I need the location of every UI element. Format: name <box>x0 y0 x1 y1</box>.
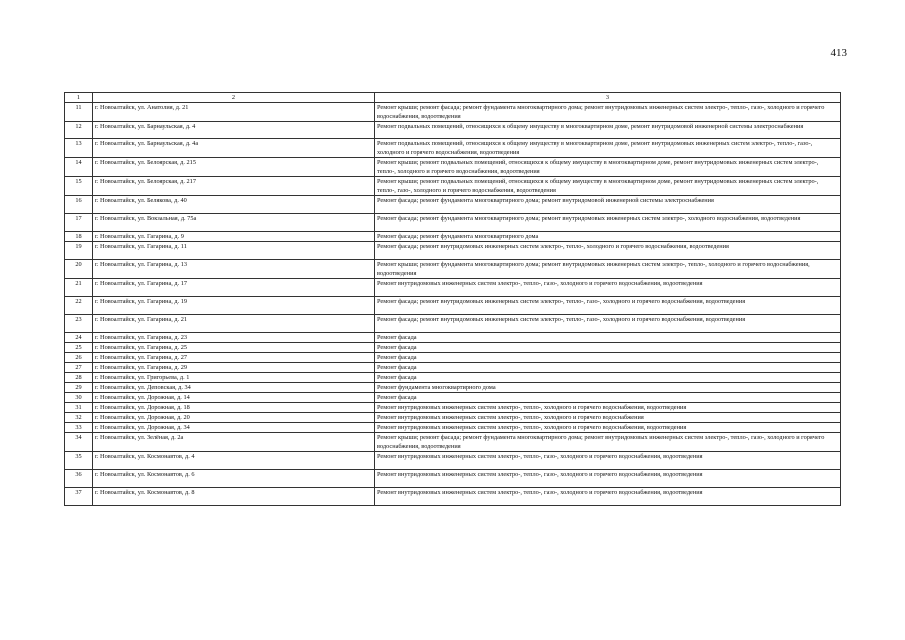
row-number-cell: 12 <box>65 122 93 139</box>
works-cell: Ремонт фасада <box>375 333 841 343</box>
row-number-cell: 32 <box>65 413 93 423</box>
table-row <box>65 139 841 158</box>
table-row <box>65 297 841 315</box>
table-row <box>65 373 841 383</box>
row-number-cell: 25 <box>65 343 93 353</box>
row-number-cell: 36 <box>65 470 93 488</box>
table-row <box>65 343 841 353</box>
table-header-row <box>65 93 841 103</box>
header-cell-3: 3 <box>375 93 841 103</box>
works-cell: Ремонт фасада <box>375 393 841 403</box>
table-row <box>65 383 841 393</box>
works-cell: Ремонт крыши; ремонт фасада; ремонт фундамента многоквартирного дома; ремонт внутридомовых инженерных систем электро-, тепло-, газо-, холодного и горячего водоснабжения, водоотведения <box>375 103 841 122</box>
address-cell: г. Новоалтайск, ул. Космонавтов, д. 6 <box>93 470 375 488</box>
row-number-cell: 22 <box>65 297 93 315</box>
row-number-cell: 23 <box>65 315 93 333</box>
address-cell: г. Новоалтайск, ул. Гагарина, д. 11 <box>93 242 375 260</box>
address-cell: г. Новоалтайск, ул. Григорьева, д. 1 <box>93 373 375 383</box>
address-cell: г. Новоалтайск, ул. Дорожная, д. 18 <box>93 403 375 413</box>
works-table <box>64 92 841 506</box>
row-number-cell: 19 <box>65 242 93 260</box>
row-number-cell: 13 <box>65 139 93 158</box>
works-cell: Ремонт внутридомовых инженерных систем электро-, тепло-, холодного и горячего водоснабжения <box>375 413 841 423</box>
table-row <box>65 488 841 506</box>
row-number-cell: 30 <box>65 393 93 403</box>
header-cell-1: 1 <box>65 93 93 103</box>
works-cell: Ремонт крыши; ремонт подвальных помещений, относящихся к общему имуществу в многоквартирном доме, ремонт внутридомовых инженерных систем электро-, тепло-, газо-, холодного и горячего водоснабжения, водоотведения <box>375 177 841 196</box>
table-row <box>65 353 841 363</box>
address-cell: г. Новоалтайск, ул. Барнаульская, д. 4 <box>93 122 375 139</box>
address-cell: г. Новоалтайск, ул. Зелёная, д. 2а <box>93 433 375 452</box>
row-number-cell: 18 <box>65 232 93 242</box>
works-cell: Ремонт фасада; ремонт фундамента многоквартирного дома; ремонт внутридомовой инженерной системы электроснабжения <box>375 196 841 214</box>
table-row <box>65 232 841 242</box>
row-number-cell: 20 <box>65 260 93 279</box>
address-cell: г. Новоалтайск, ул. Белякова, д. 40 <box>93 196 375 214</box>
address-cell: г. Новоалтайск, ул. Белоярская, д. 215 <box>93 158 375 177</box>
works-cell: Ремонт подвальных помещений, относящихся к общему имуществу в многоквартирном доме, ремонт внутридомовой инженерной системы электроснабжения <box>375 122 841 139</box>
works-cell: Ремонт внутридомовых инженерных систем электро-, тепло-, газо-, холодного и горячего водоснабжения, водоотведения <box>375 452 841 470</box>
table-row <box>65 363 841 373</box>
works-cell: Ремонт крыши; ремонт подвальных помещений, относящихся к общему имуществу в многоквартирном доме, ремонт внутридомовых инженерных систем электро-, тепло-, холодного и горячего водоснабжения, водоотведения <box>375 158 841 177</box>
address-cell: г. Новоалтайск, ул. Гагарина, д. 25 <box>93 343 375 353</box>
address-cell: г. Новоалтайск, ул. Гагарина, д. 13 <box>93 260 375 279</box>
table-row <box>65 122 841 139</box>
row-number-cell: 26 <box>65 353 93 363</box>
address-cell: г. Новоалтайск, ул. Космонавтов, д. 4 <box>93 452 375 470</box>
address-cell: г. Новоалтайск, ул. Барнаульская, д. 4а <box>93 139 375 158</box>
table-row <box>65 214 841 232</box>
table-row <box>65 177 841 196</box>
row-number-cell: 16 <box>65 196 93 214</box>
address-cell: г. Новоалтайск, ул. Гагарина, д. 21 <box>93 315 375 333</box>
table-row <box>65 452 841 470</box>
works-cell: Ремонт внутридомовых инженерных систем электро-, тепло-, газо-, холодного и горячего водоснабжения, водоотведения <box>375 488 841 506</box>
address-cell: г. Новоалтайск, ул. Гагарина, д. 17 <box>93 279 375 297</box>
table-row <box>65 260 841 279</box>
works-cell: Ремонт фасада; ремонт внутридомовых инженерных систем электро-, тепло-, газо-, холодного и горячего водоснабжения, водоотведения <box>375 297 841 315</box>
table-row <box>65 158 841 177</box>
works-cell: Ремонт подвальных помещений, относящихся к общему имуществу в многоквартирном доме, ремонт внутридомовых инженерных систем электро-, тепло-, газо-, холодного и горячего водоснабжения, водоотведения <box>375 139 841 158</box>
page-number: 413 <box>830 47 847 59</box>
works-cell: Ремонт фасада <box>375 373 841 383</box>
header-cell-2: 2 <box>93 93 375 103</box>
table-row <box>65 333 841 343</box>
row-number-cell: 29 <box>65 383 93 393</box>
table-row <box>65 393 841 403</box>
works-cell: Ремонт фасада; ремонт фундамента многоквартирного дома; ремонт внутридомовых инженерных систем электро-, холодного водоснабжения, водоотведения <box>375 214 841 232</box>
address-cell: г. Новоалтайск, ул. Дорожная, д. 14 <box>93 393 375 403</box>
address-cell: г. Новоалтайск, ул. Белоярская, д. 217 <box>93 177 375 196</box>
row-number-cell: 37 <box>65 488 93 506</box>
table-row <box>65 433 841 452</box>
row-number-cell: 14 <box>65 158 93 177</box>
works-cell: Ремонт фундамента многоквартирного дома <box>375 383 841 393</box>
address-cell: г. Новоалтайск, ул. Гагарина, д. 23 <box>93 333 375 343</box>
row-number-cell: 17 <box>65 214 93 232</box>
address-cell: г. Новоалтайск, ул. Дорожная, д. 20 <box>93 413 375 423</box>
table-row <box>65 423 841 433</box>
works-cell: Ремонт фасада <box>375 343 841 353</box>
table-row <box>65 470 841 488</box>
works-cell: Ремонт фасада; ремонт внутридомовых инженерных систем электро-, тепло-, холодного и горячего водоснабжения, водоотведения <box>375 242 841 260</box>
table-row <box>65 242 841 260</box>
address-cell: г. Новоалтайск, ул. Вокзальная, д. 75а <box>93 214 375 232</box>
table-row <box>65 103 841 122</box>
works-cell: Ремонт фасада <box>375 363 841 373</box>
works-cell: Ремонт крыши; ремонт фасада; ремонт фундамента многоквартирного дома; ремонт внутридомовых инженерных систем электро-, тепло-, газо-, холодного и горячего водоснабжения, водоотведения <box>375 433 841 452</box>
works-cell: Ремонт фасада; ремонт внутридомовых инженерных систем электро-, тепло-, газо-, холодного и горячего водоснабжения, водоотведения <box>375 315 841 333</box>
address-cell: г. Новоалтайск, ул. Гагарина, д. 19 <box>93 297 375 315</box>
address-cell: г. Новоалтайск, ул. Гагарина, д. 29 <box>93 363 375 373</box>
table-row <box>65 196 841 214</box>
row-number-cell: 33 <box>65 423 93 433</box>
row-number-cell: 24 <box>65 333 93 343</box>
row-number-cell: 28 <box>65 373 93 383</box>
works-cell: Ремонт внутридомовых инженерных систем электро-, тепло-, газо-, холодного и горячего водоснабжения, водоотведения <box>375 279 841 297</box>
works-cell: Ремонт внутридомовых инженерных систем электро-, тепло-, газо-, холодного и горячего водоснабжения, водоотведения <box>375 470 841 488</box>
works-cell: Ремонт внутридомовых инженерных систем электро-, тепло-, холодного и горячего водоснабжения, водоотведения <box>375 423 841 433</box>
address-cell: г. Новоалтайск, ул. Гагарина, д. 27 <box>93 353 375 363</box>
table-row <box>65 279 841 297</box>
works-cell: Ремонт фасада; ремонт фундамента многоквартирного дома <box>375 232 841 242</box>
works-cell: Ремонт фасада <box>375 353 841 363</box>
row-number-cell: 35 <box>65 452 93 470</box>
address-cell: г. Новоалтайск, ул. Дорожная, д. 34 <box>93 423 375 433</box>
row-number-cell: 27 <box>65 363 93 373</box>
address-cell: г. Новоалтайск, ул. Анатолия, д. 21 <box>93 103 375 122</box>
address-cell: г. Новоалтайск, ул. Деповская, д. 34 <box>93 383 375 393</box>
works-cell: Ремонт внутридомовых инженерных систем электро-, тепло-, холодного и горячего водоснабжения, водоотведения <box>375 403 841 413</box>
address-cell: г. Новоалтайск, ул. Гагарина, д. 9 <box>93 232 375 242</box>
row-number-cell: 31 <box>65 403 93 413</box>
works-cell: Ремонт крыши; ремонт фундамента многоквартирного дома; ремонт внутридомовых инженерных систем электро-, тепло-, холодного и горячего водоснабжения, водоотведения <box>375 260 841 279</box>
table-row <box>65 403 841 413</box>
table-row <box>65 315 841 333</box>
row-number-cell: 34 <box>65 433 93 452</box>
row-number-cell: 11 <box>65 103 93 122</box>
row-number-cell: 21 <box>65 279 93 297</box>
row-number-cell: 15 <box>65 177 93 196</box>
table-row <box>65 413 841 423</box>
address-cell: г. Новоалтайск, ул. Космонавтов, д. 8 <box>93 488 375 506</box>
